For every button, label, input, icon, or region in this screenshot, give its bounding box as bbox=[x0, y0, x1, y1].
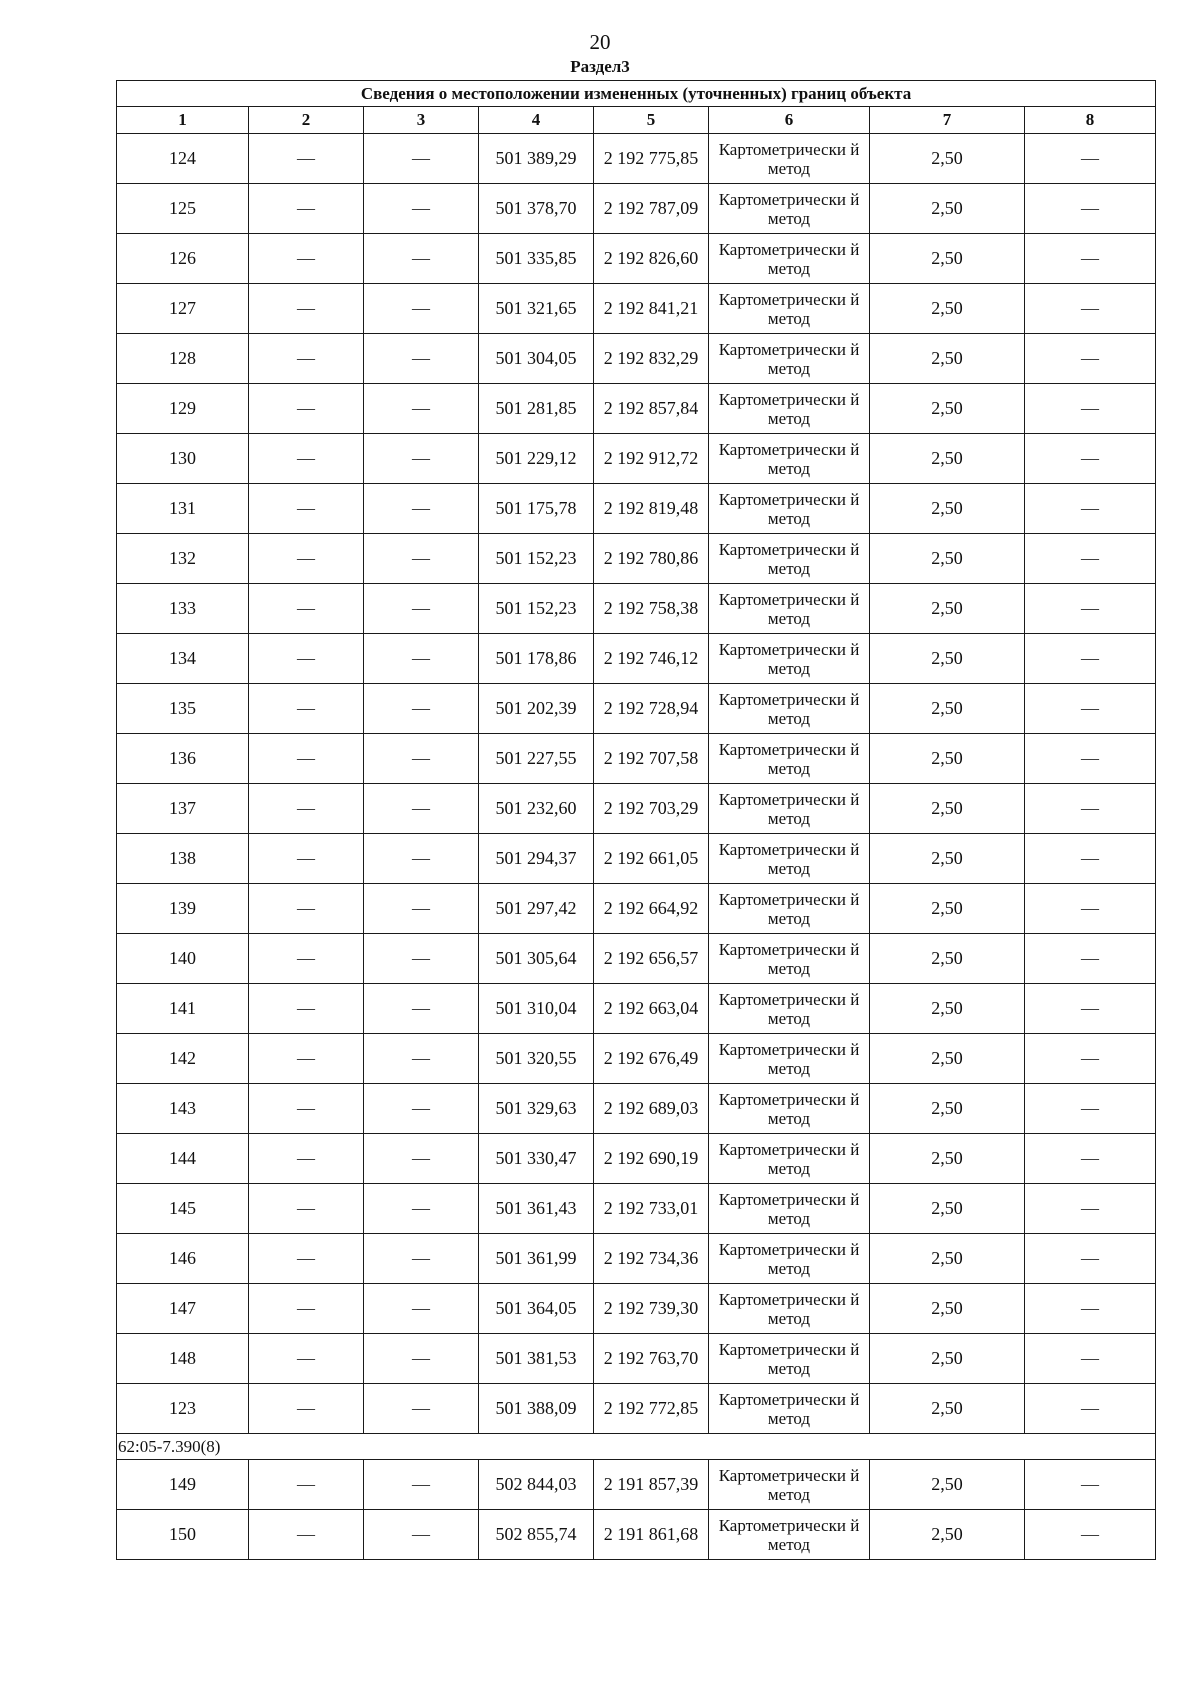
column-3-cell: — bbox=[364, 884, 479, 934]
x-coordinate-cell: 501 335,85 bbox=[479, 234, 594, 284]
y-coordinate-cell: 2 191 857,39 bbox=[594, 1460, 709, 1510]
method-cell: Картометрически й метод bbox=[709, 734, 870, 784]
table-row bbox=[117, 534, 1156, 584]
y-coordinate-cell: 2 192 661,05 bbox=[594, 834, 709, 884]
method-cell: Картометрически й метод bbox=[709, 184, 870, 234]
column-8-cell: — bbox=[1025, 184, 1156, 234]
column-3-cell: — bbox=[364, 1084, 479, 1134]
column-2-cell: — bbox=[249, 684, 364, 734]
point-number-cell: 150 bbox=[117, 1510, 249, 1560]
point-number-cell: 143 bbox=[117, 1084, 249, 1134]
accuracy-cell: 2,50 bbox=[870, 1034, 1025, 1084]
table-row bbox=[117, 834, 1156, 884]
method-cell: Картометрически й метод bbox=[709, 134, 870, 184]
column-2-cell: — bbox=[249, 634, 364, 684]
point-number-cell: 134 bbox=[117, 634, 249, 684]
method-cell: Картометрически й метод bbox=[709, 334, 870, 384]
table-row bbox=[117, 734, 1156, 784]
x-coordinate-cell: 501 304,05 bbox=[479, 334, 594, 384]
column-8-cell: — bbox=[1025, 984, 1156, 1034]
accuracy-cell: 2,50 bbox=[870, 384, 1025, 434]
column-3-cell: — bbox=[364, 284, 479, 334]
column-2-cell: — bbox=[249, 984, 364, 1034]
point-number-cell: 131 bbox=[117, 484, 249, 534]
x-coordinate-cell: 501 175,78 bbox=[479, 484, 594, 534]
method-cell: Картометрически й метод bbox=[709, 934, 870, 984]
group-label: 62:05-7.390(8) bbox=[117, 1434, 1156, 1460]
method-cell: Картометрически й метод bbox=[709, 284, 870, 334]
x-coordinate-cell: 501 320,55 bbox=[479, 1034, 594, 1084]
method-cell: Картометрически й метод bbox=[709, 434, 870, 484]
column-3-cell: — bbox=[364, 1184, 479, 1234]
column-3-cell: — bbox=[364, 534, 479, 584]
point-number-cell: 149 bbox=[117, 1460, 249, 1510]
column-2-cell: — bbox=[249, 784, 364, 834]
column-3-cell: — bbox=[364, 1384, 479, 1434]
table-row bbox=[117, 1184, 1156, 1234]
x-coordinate-cell: 501 321,65 bbox=[479, 284, 594, 334]
table-row bbox=[117, 1034, 1156, 1084]
column-8-cell: — bbox=[1025, 234, 1156, 284]
column-2-cell: — bbox=[249, 1184, 364, 1234]
x-coordinate-cell: 502 844,03 bbox=[479, 1460, 594, 1510]
column-number-row bbox=[117, 107, 1156, 134]
point-number-cell: 123 bbox=[117, 1384, 249, 1434]
column-2-cell: — bbox=[249, 884, 364, 934]
column-3-cell: — bbox=[364, 484, 479, 534]
column-2-cell: — bbox=[249, 384, 364, 434]
accuracy-cell: 2,50 bbox=[870, 534, 1025, 584]
table-row bbox=[117, 234, 1156, 284]
section-title: Раздел3 bbox=[570, 57, 630, 76]
table-row bbox=[117, 684, 1156, 734]
x-coordinate-cell: 501 297,42 bbox=[479, 884, 594, 934]
column-2-cell: — bbox=[249, 934, 364, 984]
accuracy-cell: 2,50 bbox=[870, 834, 1025, 884]
column-3-cell: — bbox=[364, 434, 479, 484]
y-coordinate-cell: 2 192 819,48 bbox=[594, 484, 709, 534]
method-cell: Картометрически й метод bbox=[709, 1510, 870, 1560]
method-cell: Картометрически й метод bbox=[709, 834, 870, 884]
table-row bbox=[117, 1134, 1156, 1184]
column-8-cell: — bbox=[1025, 384, 1156, 434]
column-number: 4 bbox=[479, 107, 594, 134]
column-2-cell: — bbox=[249, 534, 364, 584]
point-number-cell: 130 bbox=[117, 434, 249, 484]
column-2-cell: — bbox=[249, 834, 364, 884]
accuracy-cell: 2,50 bbox=[870, 484, 1025, 534]
accuracy-cell: 2,50 bbox=[870, 1460, 1025, 1510]
column-3-cell: — bbox=[364, 134, 479, 184]
point-number-cell: 139 bbox=[117, 884, 249, 934]
point-number-cell: 145 bbox=[117, 1184, 249, 1234]
method-cell: Картометрически й метод bbox=[709, 1184, 870, 1234]
column-3-cell: — bbox=[364, 584, 479, 634]
accuracy-cell: 2,50 bbox=[870, 334, 1025, 384]
point-number-cell: 144 bbox=[117, 1134, 249, 1184]
column-2-cell: — bbox=[249, 334, 364, 384]
x-coordinate-cell: 501 310,04 bbox=[479, 984, 594, 1034]
column-3-cell: — bbox=[364, 634, 479, 684]
accuracy-cell: 2,50 bbox=[870, 984, 1025, 1034]
column-8-cell: — bbox=[1025, 1384, 1156, 1434]
column-3-cell: — bbox=[364, 1460, 479, 1510]
point-number-cell: 133 bbox=[117, 584, 249, 634]
x-coordinate-cell: 501 330,47 bbox=[479, 1134, 594, 1184]
x-coordinate-cell: 501 305,64 bbox=[479, 934, 594, 984]
point-number-cell: 147 bbox=[117, 1284, 249, 1334]
column-8-cell: — bbox=[1025, 1084, 1156, 1134]
method-cell: Картометрически й метод bbox=[709, 784, 870, 834]
x-coordinate-cell: 501 227,55 bbox=[479, 734, 594, 784]
x-coordinate-cell: 501 381,53 bbox=[479, 1334, 594, 1384]
y-coordinate-cell: 2 192 857,84 bbox=[594, 384, 709, 434]
x-coordinate-cell: 501 178,86 bbox=[479, 634, 594, 684]
column-3-cell: — bbox=[364, 1284, 479, 1334]
y-coordinate-cell: 2 192 746,12 bbox=[594, 634, 709, 684]
method-cell: Картометрически й метод bbox=[709, 684, 870, 734]
y-coordinate-cell: 2 192 832,29 bbox=[594, 334, 709, 384]
method-cell: Картометрически й метод bbox=[709, 384, 870, 434]
column-2-cell: — bbox=[249, 434, 364, 484]
y-coordinate-cell: 2 192 739,30 bbox=[594, 1284, 709, 1334]
column-8-cell: — bbox=[1025, 484, 1156, 534]
point-number-cell: 140 bbox=[117, 934, 249, 984]
method-cell: Картометрически й метод bbox=[709, 484, 870, 534]
y-coordinate-cell: 2 192 780,86 bbox=[594, 534, 709, 584]
method-cell: Картометрически й метод bbox=[709, 1384, 870, 1434]
accuracy-cell: 2,50 bbox=[870, 1334, 1025, 1384]
table-row bbox=[117, 434, 1156, 484]
point-number-cell: 137 bbox=[117, 784, 249, 834]
point-number-cell: 136 bbox=[117, 734, 249, 784]
column-8-cell: — bbox=[1025, 1334, 1156, 1384]
y-coordinate-cell: 2 192 689,03 bbox=[594, 1084, 709, 1134]
x-coordinate-cell: 501 202,39 bbox=[479, 684, 594, 734]
point-number-cell: 124 bbox=[117, 134, 249, 184]
x-coordinate-cell: 501 361,99 bbox=[479, 1234, 594, 1284]
point-number-cell: 135 bbox=[117, 684, 249, 734]
point-number-cell: 142 bbox=[117, 1034, 249, 1084]
y-coordinate-cell: 2 192 733,01 bbox=[594, 1184, 709, 1234]
point-number-cell: 127 bbox=[117, 284, 249, 334]
x-coordinate-cell: 501 294,37 bbox=[479, 834, 594, 884]
y-coordinate-cell: 2 192 728,94 bbox=[594, 684, 709, 734]
accuracy-cell: 2,50 bbox=[870, 734, 1025, 784]
column-number: 3 bbox=[364, 107, 479, 134]
page-number: 20 bbox=[589, 30, 611, 54]
column-8-cell: — bbox=[1025, 884, 1156, 934]
column-number: 6 bbox=[709, 107, 870, 134]
table-row bbox=[117, 1384, 1156, 1434]
y-coordinate-cell: 2 192 734,36 bbox=[594, 1234, 709, 1284]
column-8-cell: — bbox=[1025, 784, 1156, 834]
column-2-cell: — bbox=[249, 734, 364, 784]
method-cell: Картометрически й метод bbox=[709, 1284, 870, 1334]
table-row bbox=[117, 1084, 1156, 1134]
column-number: 7 bbox=[870, 107, 1025, 134]
y-coordinate-cell: 2 192 763,70 bbox=[594, 1334, 709, 1384]
column-8-cell: — bbox=[1025, 584, 1156, 634]
group-row bbox=[117, 1434, 1156, 1460]
y-coordinate-cell: 2 192 707,58 bbox=[594, 734, 709, 784]
boundary-table bbox=[116, 80, 1156, 1560]
table-row bbox=[117, 984, 1156, 1034]
column-3-cell: — bbox=[364, 684, 479, 734]
x-coordinate-cell: 501 388,09 bbox=[479, 1384, 594, 1434]
accuracy-cell: 2,50 bbox=[870, 934, 1025, 984]
accuracy-cell: 2,50 bbox=[870, 634, 1025, 684]
x-coordinate-cell: 501 152,23 bbox=[479, 584, 594, 634]
accuracy-cell: 2,50 bbox=[870, 1384, 1025, 1434]
accuracy-cell: 2,50 bbox=[870, 134, 1025, 184]
table-caption: Сведения о местоположении измененных (уточненных) границ объекта bbox=[117, 81, 1156, 107]
column-3-cell: — bbox=[364, 934, 479, 984]
y-coordinate-cell: 2 192 912,72 bbox=[594, 434, 709, 484]
column-3-cell: — bbox=[364, 1134, 479, 1184]
accuracy-cell: 2,50 bbox=[870, 684, 1025, 734]
column-2-cell: — bbox=[249, 234, 364, 284]
table-row bbox=[117, 284, 1156, 334]
accuracy-cell: 2,50 bbox=[870, 1234, 1025, 1284]
table-row bbox=[117, 1460, 1156, 1510]
point-number-cell: 129 bbox=[117, 384, 249, 434]
accuracy-cell: 2,50 bbox=[870, 1084, 1025, 1134]
x-coordinate-cell: 501 361,43 bbox=[479, 1184, 594, 1234]
accuracy-cell: 2,50 bbox=[870, 434, 1025, 484]
method-cell: Картометрически й метод bbox=[709, 1460, 870, 1510]
accuracy-cell: 2,50 bbox=[870, 1510, 1025, 1560]
column-number: 1 bbox=[117, 107, 249, 134]
y-coordinate-cell: 2 192 663,04 bbox=[594, 984, 709, 1034]
accuracy-cell: 2,50 bbox=[870, 1284, 1025, 1334]
accuracy-cell: 2,50 bbox=[870, 184, 1025, 234]
y-coordinate-cell: 2 192 787,09 bbox=[594, 184, 709, 234]
table-row bbox=[117, 134, 1156, 184]
table-row bbox=[117, 934, 1156, 984]
table-row bbox=[117, 1284, 1156, 1334]
method-cell: Картометрически й метод bbox=[709, 234, 870, 284]
method-cell: Картометрически й метод bbox=[709, 534, 870, 584]
table-row bbox=[117, 884, 1156, 934]
column-2-cell: — bbox=[249, 1460, 364, 1510]
x-coordinate-cell: 501 229,12 bbox=[479, 434, 594, 484]
table-row bbox=[117, 484, 1156, 534]
point-number-cell: 132 bbox=[117, 534, 249, 584]
y-coordinate-cell: 2 192 775,85 bbox=[594, 134, 709, 184]
column-8-cell: — bbox=[1025, 684, 1156, 734]
table-caption-row bbox=[117, 81, 1156, 107]
method-cell: Картометрически й метод bbox=[709, 1334, 870, 1384]
column-8-cell: — bbox=[1025, 1234, 1156, 1284]
column-3-cell: — bbox=[364, 784, 479, 834]
column-8-cell: — bbox=[1025, 1510, 1156, 1560]
point-number-cell: 128 bbox=[117, 334, 249, 384]
column-2-cell: — bbox=[249, 134, 364, 184]
column-8-cell: — bbox=[1025, 534, 1156, 584]
method-cell: Картометрически й метод bbox=[709, 634, 870, 684]
column-2-cell: — bbox=[249, 1334, 364, 1384]
x-coordinate-cell: 502 855,74 bbox=[479, 1510, 594, 1560]
point-number-cell: 138 bbox=[117, 834, 249, 884]
column-number: 2 bbox=[249, 107, 364, 134]
y-coordinate-cell: 2 192 826,60 bbox=[594, 234, 709, 284]
accuracy-cell: 2,50 bbox=[870, 584, 1025, 634]
column-8-cell: — bbox=[1025, 334, 1156, 384]
column-3-cell: — bbox=[364, 234, 479, 284]
y-coordinate-cell: 2 191 861,68 bbox=[594, 1510, 709, 1560]
column-3-cell: — bbox=[364, 1510, 479, 1560]
column-8-cell: — bbox=[1025, 134, 1156, 184]
y-coordinate-cell: 2 192 772,85 bbox=[594, 1384, 709, 1434]
column-3-cell: — bbox=[364, 1334, 479, 1384]
y-coordinate-cell: 2 192 758,38 bbox=[594, 584, 709, 634]
column-3-cell: — bbox=[364, 834, 479, 884]
column-8-cell: — bbox=[1025, 734, 1156, 784]
accuracy-cell: 2,50 bbox=[870, 284, 1025, 334]
x-coordinate-cell: 501 152,23 bbox=[479, 534, 594, 584]
y-coordinate-cell: 2 192 841,21 bbox=[594, 284, 709, 334]
column-2-cell: — bbox=[249, 1134, 364, 1184]
table-row bbox=[117, 634, 1156, 684]
column-8-cell: — bbox=[1025, 1134, 1156, 1184]
accuracy-cell: 2,50 bbox=[870, 1134, 1025, 1184]
method-cell: Картометрически й метод bbox=[709, 584, 870, 634]
method-cell: Картометрически й метод bbox=[709, 1034, 870, 1084]
accuracy-cell: 2,50 bbox=[870, 784, 1025, 834]
point-number-cell: 141 bbox=[117, 984, 249, 1034]
column-8-cell: — bbox=[1025, 634, 1156, 684]
point-number-cell: 146 bbox=[117, 1234, 249, 1284]
column-8-cell: — bbox=[1025, 934, 1156, 984]
column-3-cell: — bbox=[364, 184, 479, 234]
column-2-cell: — bbox=[249, 1084, 364, 1134]
column-2-cell: — bbox=[249, 484, 364, 534]
column-2-cell: — bbox=[249, 584, 364, 634]
column-2-cell: — bbox=[249, 1510, 364, 1560]
column-8-cell: — bbox=[1025, 1460, 1156, 1510]
x-coordinate-cell: 501 232,60 bbox=[479, 784, 594, 834]
column-3-cell: — bbox=[364, 984, 479, 1034]
point-number-cell: 126 bbox=[117, 234, 249, 284]
method-cell: Картометрически й метод bbox=[709, 984, 870, 1034]
column-3-cell: — bbox=[364, 1034, 479, 1084]
column-2-cell: — bbox=[249, 284, 364, 334]
method-cell: Картометрически й метод bbox=[709, 884, 870, 934]
table-row bbox=[117, 334, 1156, 384]
column-3-cell: — bbox=[364, 734, 479, 784]
column-8-cell: — bbox=[1025, 284, 1156, 334]
column-8-cell: — bbox=[1025, 1034, 1156, 1084]
table-row bbox=[117, 784, 1156, 834]
column-8-cell: — bbox=[1025, 834, 1156, 884]
accuracy-cell: 2,50 bbox=[870, 234, 1025, 284]
column-8-cell: — bbox=[1025, 434, 1156, 484]
column-2-cell: — bbox=[249, 1034, 364, 1084]
table-row bbox=[117, 1234, 1156, 1284]
column-3-cell: — bbox=[364, 1234, 479, 1284]
column-8-cell: — bbox=[1025, 1184, 1156, 1234]
column-8-cell: — bbox=[1025, 1284, 1156, 1334]
column-2-cell: — bbox=[249, 1234, 364, 1284]
accuracy-cell: 2,50 bbox=[870, 884, 1025, 934]
table-row bbox=[117, 584, 1156, 634]
point-number-cell: 148 bbox=[117, 1334, 249, 1384]
y-coordinate-cell: 2 192 664,92 bbox=[594, 884, 709, 934]
column-2-cell: — bbox=[249, 184, 364, 234]
method-cell: Картометрически й метод bbox=[709, 1134, 870, 1184]
column-number: 5 bbox=[594, 107, 709, 134]
table-row bbox=[117, 1510, 1156, 1560]
x-coordinate-cell: 501 329,63 bbox=[479, 1084, 594, 1134]
method-cell: Картометрически й метод bbox=[709, 1234, 870, 1284]
y-coordinate-cell: 2 192 703,29 bbox=[594, 784, 709, 834]
x-coordinate-cell: 501 281,85 bbox=[479, 384, 594, 434]
y-coordinate-cell: 2 192 676,49 bbox=[594, 1034, 709, 1084]
y-coordinate-cell: 2 192 656,57 bbox=[594, 934, 709, 984]
column-number: 8 bbox=[1025, 107, 1156, 134]
x-coordinate-cell: 501 378,70 bbox=[479, 184, 594, 234]
accuracy-cell: 2,50 bbox=[870, 1184, 1025, 1234]
y-coordinate-cell: 2 192 690,19 bbox=[594, 1134, 709, 1184]
table-row bbox=[117, 384, 1156, 434]
column-2-cell: — bbox=[249, 1384, 364, 1434]
table-row bbox=[117, 184, 1156, 234]
column-3-cell: — bbox=[364, 384, 479, 434]
column-2-cell: — bbox=[249, 1284, 364, 1334]
table-row bbox=[117, 1334, 1156, 1384]
x-coordinate-cell: 501 389,29 bbox=[479, 134, 594, 184]
method-cell: Картометрически й метод bbox=[709, 1084, 870, 1134]
point-number-cell: 125 bbox=[117, 184, 249, 234]
x-coordinate-cell: 501 364,05 bbox=[479, 1284, 594, 1334]
column-3-cell: — bbox=[364, 334, 479, 384]
